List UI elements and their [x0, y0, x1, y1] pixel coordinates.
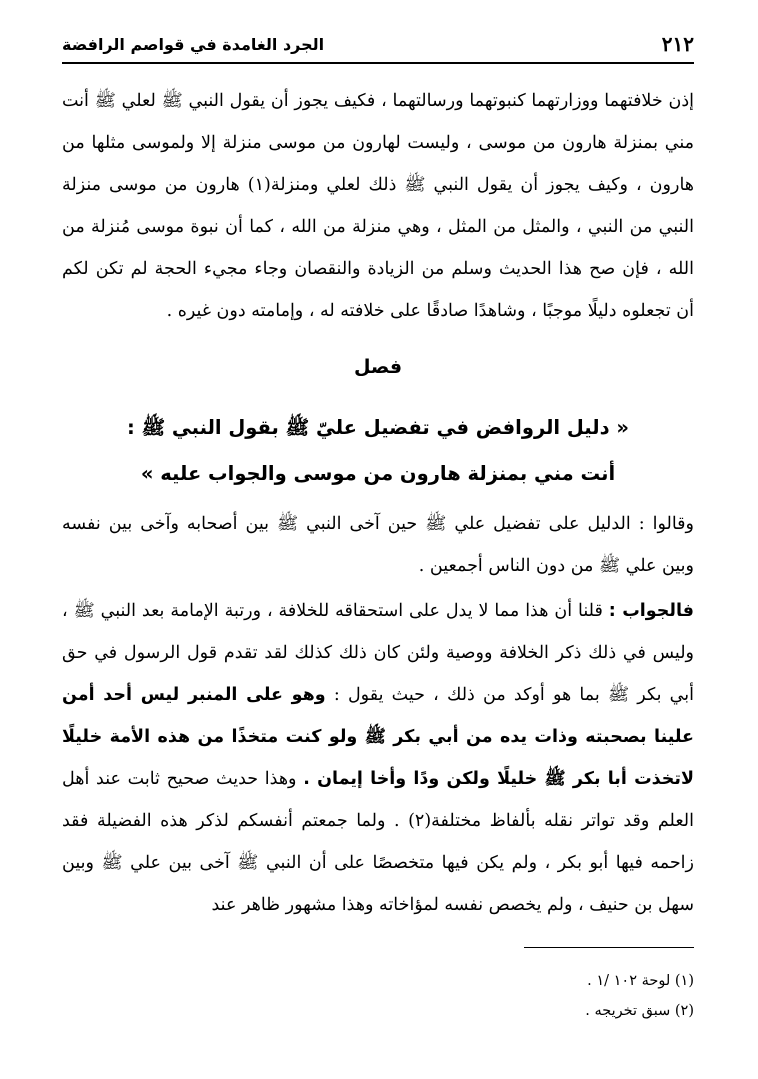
- footnote-1: (١) لوحة ١٠٢ /١ .: [587, 973, 694, 989]
- footnote-2: (٢) سبق تخريجه .: [585, 1003, 694, 1019]
- paragraph-3: [62, 590, 694, 926]
- footnotes: [62, 966, 694, 1026]
- answer-label: فالجواب :: [608, 601, 694, 621]
- section-label: فصل: [353, 356, 403, 378]
- section-title: [62, 405, 694, 497]
- hadith-text: وهو على المنبر ليس أحد أمن علينا بصحبته وذات يده من أبي بكر ﷺ ولو كنت متخذًا من هذه الأمة خليلًا لاتخذت أبا بكر ﷺ خليلًا ولكن ودًا وأخا إيمان .: [62, 685, 695, 789]
- page-header: [62, 26, 694, 64]
- answer-text-1: قلنا أن هذا مما لا يدل على استحقاقه للخلافة ، ورتبة الإمامة بعد النبي ﷺ ، وليس في ذلك ذكر الخلافة ووصية ولئن كان ذلك كذلك لقد تقدم قول الرسول في حق أبي بكر ﷺ بما هو أوكد من ذلك ، حيث يقول :: [62, 601, 694, 705]
- section-title-line-1: « دليل الروافض في تفضيل عليّ ﷺ بقول النبي ﷺ :: [126, 416, 629, 439]
- paragraph-2: وقالوا : الدليل على تفضيل علي ﷺ حين آخى النبي ﷺ بين أصحابه وآخى بين نفسه وبين علي ﷺ من دون الناس أجمعين .: [62, 514, 694, 576]
- page-number: ٢١٢: [661, 32, 694, 56]
- section-title-line-2: أنت مني بمنزلة هارون من موسى والجواب عليه »: [140, 462, 616, 485]
- running-title: الجرد الغامدة في قواصم الرافضة: [62, 34, 325, 54]
- answer-text-2: وهذا حديث صحيح ثابت عند أهل العلم وقد تواتر نقله بألفاظ مختلفة(٢) . ولما جمعتم أنفسكم لذكر هذه الفضيلة فقد زاحمه فيها أبو بكر ، ولم يكن فيها متخصصًا على أن النبي ﷺ آخى بين علي ﷺ وبين سهل بن حنيف ، ولم يخصص نفسه لمؤاخاته وهذا مشهور ظاهر عند: [62, 769, 694, 915]
- paragraph-1: إذن خلافتهما ووزارتهما كنبوتهما ورسالتهما ، فكيف يجوز أن يقول النبي ﷺ لعلي ﷺ أنت مني بمنزلة هارون من موسى ، وليست لهارون من موسى منزلة إلا ولموسى مثلها من هارون ، وكيف يجوز أن يقول النبي ﷺ ذلك لعلي ومنزلة(١) هارون من موسى منزلة النبي من النبي ، والمثل من المثل ، وهي منزلة من الله ، كما أن نبوة موسى مُنزلة من الله ، فإن صح هذا الحديث وسلم من الزيادة والنقصان وجاء مجيء الحجة لم تكن لكم أن تجعلوه دليلًا موجبًا ، وشاهدًا صادقًا على خلافته له ، وإمامته دون غيره .: [62, 91, 695, 321]
- footnote-divider: [524, 947, 694, 948]
